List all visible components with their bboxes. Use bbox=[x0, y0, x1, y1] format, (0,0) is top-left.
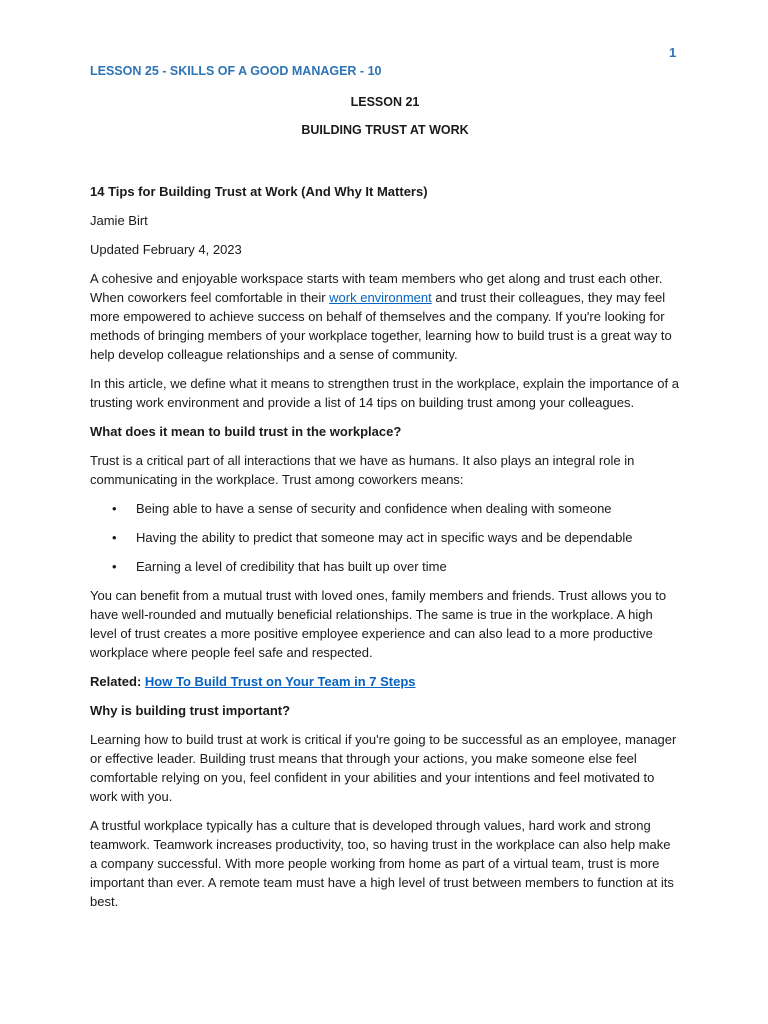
document-header: LESSON 25 - SKILLS OF A GOOD MANAGER - 10 bbox=[90, 64, 382, 78]
bullet-icon: • bbox=[112, 530, 117, 545]
article-title: 14 Tips for Building Trust at Work (And Why It Matters) bbox=[90, 184, 428, 199]
list-item-text: Having the ability to predict that someone may act in specific ways and be dependable bbox=[136, 530, 633, 545]
list-item bbox=[90, 557, 680, 576]
intro-text-start: A cohesive and enjoyable workspace starts with team members who get along and trust each other. When coworkers feel comfortable in their bbox=[90, 271, 663, 305]
work-environment-link[interactable]: work environment bbox=[329, 290, 432, 305]
overview-paragraph: In this article, we define what it means to strengthen trust in the workplace, explain the importance of a trusting work environment and provide a list of 14 tips on building trust among your colleagues. bbox=[90, 376, 679, 410]
list-item-text: Earning a level of credibility that has built up over time bbox=[136, 559, 447, 574]
related-line bbox=[90, 672, 680, 691]
document-body bbox=[90, 93, 680, 921]
article-author: Jamie Birt bbox=[90, 213, 148, 228]
related-label: Related: bbox=[90, 674, 142, 689]
list-item bbox=[90, 499, 680, 518]
lesson-title: BUILDING TRUST AT WORK bbox=[301, 123, 469, 137]
trustful-workplace-paragraph: A trustful workplace typically has a culture that is developed through values, hard work and strong teamwork. Teamwork increases productivity, too, so having trust in the workplace can also help make a company successful. With more people working from home as part of a virtual team, trust is more important than ever. A remote team must have a high level of trust between members to function at its best. bbox=[90, 818, 674, 909]
mutual-trust-paragraph: You can benefit from a mutual trust with loved ones, family members and friends. Trust allows you to have well-rounded and mutually beneficial relationships. The same is true in the workplace. A high level of trust creates a more positive employee experience and can also lead to a more productive workplace where people feel safe and respected. bbox=[90, 588, 667, 660]
section-heading-meaning: What does it mean to build trust in the workplace? bbox=[90, 424, 402, 439]
intro-paragraph bbox=[90, 269, 680, 364]
related-article-link[interactable]: How To Build Trust on Your Team in 7 Steps bbox=[144, 674, 416, 689]
list-item bbox=[90, 528, 680, 547]
trust-definition-paragraph: Trust is a critical part of all interactions that we have as humans. It also plays an integral role in communicating in the workplace. Trust among coworkers means: bbox=[90, 453, 635, 487]
intro-text-end: and trust their colleagues, they may feel more empowered to achieve success on behalf of themselves and the company. If you're looking for methods of bringing members of your workplace together, learning how to build trust is a great way to help develop colleague relationships and a sense of community. bbox=[90, 290, 672, 362]
section-heading-importance: Why is building trust important? bbox=[90, 703, 291, 718]
bullet-icon: • bbox=[112, 559, 117, 574]
page-number: 1 bbox=[669, 45, 677, 60]
lesson-number: LESSON 21 bbox=[350, 95, 420, 109]
list-item-text: Being able to have a sense of security and confidence when dealing with someone bbox=[136, 501, 612, 516]
trust-meaning-list bbox=[90, 499, 680, 576]
bullet-icon: • bbox=[112, 501, 117, 516]
importance-paragraph: Learning how to build trust at work is critical if you're going to be successful as an employee, manager or effective leader. Building trust means that through your actions, you make someone else feel comfortable relying on you, feel confident in your abilities and your intentions and feel motivated to work with you. bbox=[90, 732, 677, 804]
article-updated-date: Updated February 4, 2023 bbox=[90, 242, 242, 257]
